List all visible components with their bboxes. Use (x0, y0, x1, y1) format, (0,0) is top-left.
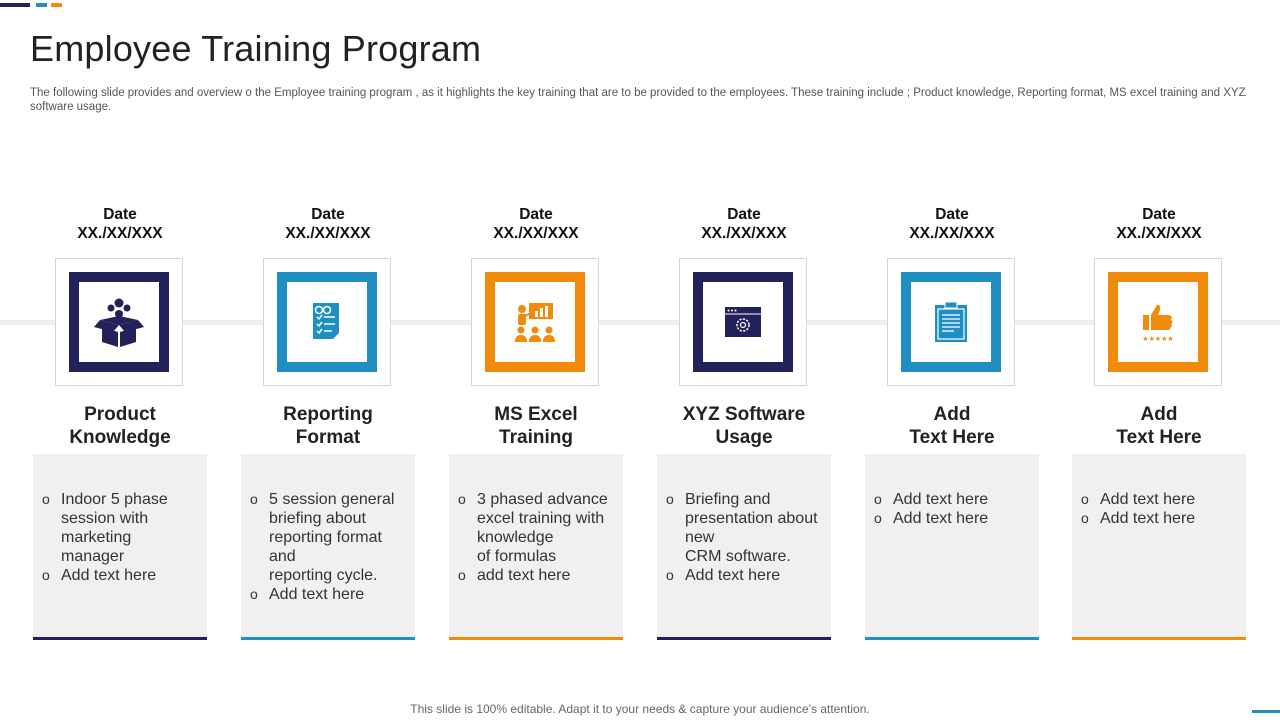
training-step-add-text-1 (865, 205, 1039, 527)
step-title: Add Text Here (909, 404, 995, 448)
software-window-gear-icon (725, 307, 761, 337)
training-step-product-knowledge (33, 205, 207, 584)
bullet-item: o Add text here (1100, 509, 1236, 528)
bullet-list (241, 454, 415, 604)
bullet-list (657, 454, 831, 585)
date-value: XX./XX/XXX (1116, 225, 1202, 242)
step-card (865, 454, 1039, 640)
icon-frame (263, 258, 391, 386)
svg-text:★★★★★: ★★★★★ (1142, 335, 1174, 342)
date-value: XX./XX/XXX (701, 225, 787, 242)
bullet-list (449, 454, 623, 585)
bullet-item: o 3 phased advance excel training with knowledge of formulas (477, 490, 613, 566)
accent-bar-orange (51, 3, 62, 7)
bullet-item: o Briefing and presentation about new CRM software. (685, 490, 821, 566)
bullet-item: o Add text here (893, 490, 1029, 509)
bullet-item: o add text here (477, 566, 613, 585)
step-card (449, 454, 623, 640)
timeline-line (0, 320, 1280, 325)
training-step-xyz-software (657, 205, 831, 584)
date-value: XX./XX/XXX (285, 225, 371, 242)
step-card (657, 454, 831, 640)
icon-frame (55, 258, 183, 386)
corner-accent-bar (1252, 710, 1280, 713)
bullet-item: o 5 session general briefing about reporting format and reporting cycle. (269, 490, 405, 585)
step-title: Product Knowledge (69, 404, 171, 448)
date-label: Date (1142, 206, 1176, 223)
date-value: XX./XX/XXX (909, 225, 995, 242)
step-title: MS Excel Training (494, 404, 578, 448)
bullet-item: o Add text here (685, 566, 821, 585)
bullet-item: o Add text here (893, 509, 1029, 528)
icon-box (69, 272, 169, 372)
accent-bar-blue (36, 3, 47, 7)
step-card (1072, 454, 1246, 640)
box-with-balls-icon (94, 296, 144, 348)
bullet-item: o Add text here (61, 566, 197, 585)
presentation-audience-icon (513, 301, 557, 343)
footer-note: This slide is 100% editable. Adapt it to your needs & capture your audience’s attention. (410, 702, 870, 716)
step-title: Add Text Here (1116, 404, 1202, 448)
step-title: Reporting Format (283, 404, 373, 448)
training-step-reporting-format (241, 205, 415, 603)
icon-box (485, 272, 585, 372)
icon-frame (471, 258, 599, 386)
bullet-item: o Indoor 5 phase session with marketing manager (61, 490, 197, 566)
date-label: Date (519, 206, 553, 223)
icon-box (1108, 272, 1208, 372)
icon-box (693, 272, 793, 372)
date-label: Date (935, 206, 969, 223)
date-value: XX./XX/XXX (493, 225, 579, 242)
accent-bar-navy (0, 3, 30, 7)
date-label: Date (727, 206, 761, 223)
date-value: XX./XX/XXX (77, 225, 163, 242)
training-step-add-text-2 (1072, 205, 1246, 527)
page-subtitle: The following slide provides and overview o the Employee training program , as it highlights the key training that are to be provided to the employees. These training include ; Product knowledge, Reporting format, MS excel training and XYZ software usage. (30, 87, 1246, 113)
icon-box (277, 272, 377, 372)
thumbs-up-rating-icon (1133, 302, 1183, 342)
date-label: Date (103, 206, 137, 223)
bullet-list (33, 454, 207, 585)
date-label: Date (311, 206, 345, 223)
step-title: XYZ Software Usage (682, 404, 806, 448)
step-card (241, 454, 415, 640)
bullet-list (865, 454, 1039, 528)
training-step-ms-excel (449, 205, 623, 584)
bullet-item: o Add text here (1100, 490, 1236, 509)
report-document-icon (311, 302, 343, 342)
icon-frame (679, 258, 807, 386)
step-card (33, 454, 207, 640)
icon-frame (887, 258, 1015, 386)
page-title: Employee Training Program (30, 28, 482, 69)
icon-box (901, 272, 1001, 372)
clipboard-icon (934, 301, 968, 343)
bullet-item: o Add text here (269, 585, 405, 604)
icon-frame (1094, 258, 1222, 386)
bullet-list (1072, 454, 1246, 528)
